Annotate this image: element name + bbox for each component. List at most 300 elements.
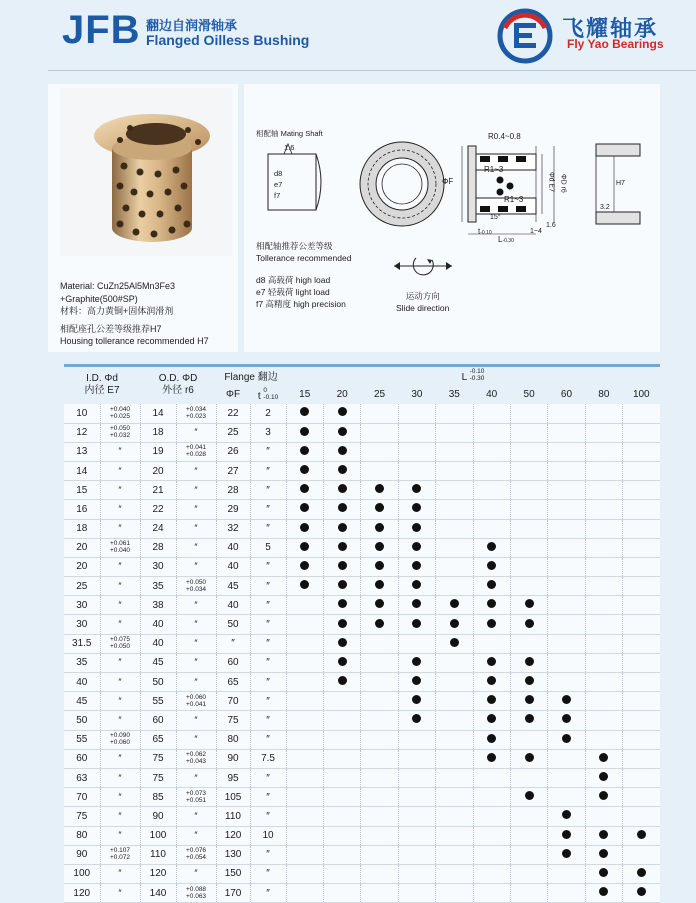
flange-thickness: ″ [250, 653, 286, 672]
length-cell-50 [510, 673, 547, 692]
length-cell-50 [510, 884, 547, 903]
length-cell-80 [585, 423, 622, 442]
length-cell-80 [585, 461, 622, 480]
length-cell-100 [623, 749, 660, 768]
length-cell-30 [398, 615, 435, 634]
id-tolerance [100, 404, 140, 423]
length-cell-35 [436, 615, 473, 634]
od-value: 50 [140, 673, 176, 692]
id-tolerance-value: ″ [118, 580, 122, 591]
length-cell-50 [510, 749, 547, 768]
length-cell-50 [510, 500, 547, 519]
length-cell-30 [398, 519, 435, 538]
length-cell-30 [398, 788, 435, 807]
available-dot [338, 503, 347, 512]
length-cell-50 [510, 481, 547, 500]
id-tolerance [100, 596, 140, 615]
dim-r-inner: R1~3 [484, 165, 504, 174]
id-value: 31.5 [72, 638, 92, 650]
id-value: 25 [76, 580, 88, 592]
length-60: 60 [548, 385, 585, 404]
material-line-3: 材料：高力黄铜+固体润滑剂 [60, 306, 174, 316]
length-cell-35 [436, 826, 473, 845]
available-dot [338, 638, 347, 647]
length-cell-35 [436, 884, 473, 903]
length-cell-30 [398, 596, 435, 615]
brand-logo [497, 8, 553, 64]
length-cell-60 [548, 768, 585, 787]
length-cell-35 [436, 711, 473, 730]
length-cell-80 [585, 884, 622, 903]
od-value: 45 [140, 653, 176, 672]
od-tolerance [176, 461, 216, 480]
od-value: 18 [140, 423, 176, 442]
header-id [64, 366, 140, 404]
available-dot [487, 714, 496, 723]
flange-thickness: ″ [250, 884, 286, 903]
od-tolerance-value: ″ [194, 638, 198, 649]
fit-f7: f7 [274, 191, 281, 200]
length-cell-20 [323, 538, 360, 557]
flange-diameter: 105 [216, 788, 250, 807]
flange-diameter: 40 [216, 538, 250, 557]
length-cell-60 [548, 442, 585, 461]
product-code: JFB [62, 8, 141, 52]
od-tolerance [176, 557, 216, 576]
available-dot [525, 599, 534, 608]
length-cell-100 [623, 519, 660, 538]
housing-tol-cn: 相配座孔公差等级推荐H7 [60, 323, 162, 334]
length-cell-30 [398, 634, 435, 653]
id-tolerance-value: ″ [118, 599, 122, 610]
table-row [64, 615, 660, 634]
od-value: 21 [140, 481, 176, 500]
id-tolerance [100, 538, 140, 557]
length-cell-40 [473, 692, 510, 711]
od-value: 20 [140, 461, 176, 480]
available-dot [412, 484, 421, 493]
id-value: 30 [76, 599, 88, 611]
length-cell-25 [361, 442, 398, 461]
available-dot [487, 580, 496, 589]
length-cell-30 [398, 481, 435, 500]
length-cell-40 [473, 730, 510, 749]
id-value: 70 [76, 791, 88, 803]
flange-diameter: 130 [216, 845, 250, 864]
length-cell-60 [548, 653, 585, 672]
length-cell-20 [323, 826, 360, 845]
length-cell-80 [585, 826, 622, 845]
length-cell-30 [398, 730, 435, 749]
table-row [64, 884, 660, 903]
header-flange: Flange 翻边 [216, 366, 286, 385]
length-cell-25 [361, 730, 398, 749]
od-tolerance [176, 692, 216, 711]
length-cell-25 [361, 557, 398, 576]
id-value: 90 [76, 849, 88, 861]
id-tolerance-value: +0.061 +0.040 [109, 540, 131, 555]
id-tolerance [100, 864, 140, 883]
od-value: 22 [140, 500, 176, 519]
id-tolerance [100, 442, 140, 461]
available-dot [562, 849, 571, 858]
brand-name-cn: 飞耀轴承 [562, 16, 659, 41]
length-cell-80 [585, 577, 622, 596]
length-cell-25 [361, 864, 398, 883]
table-row [64, 404, 660, 423]
id-tolerance-value: ″ [118, 868, 122, 879]
length-cell-20 [323, 845, 360, 864]
length-cell-100 [623, 826, 660, 845]
flange-diameter: 80 [216, 730, 250, 749]
length-cell-60 [548, 711, 585, 730]
id-tolerance [100, 577, 140, 596]
length-cell-50 [510, 807, 547, 826]
od-tolerance [176, 788, 216, 807]
bushing-photo [60, 88, 232, 256]
length-cell-35 [436, 557, 473, 576]
id-tolerance [100, 519, 140, 538]
length-cell-60 [548, 634, 585, 653]
material-line-2: +Graphite(500#SP) [60, 293, 138, 304]
id-tolerance-value: ″ [118, 561, 122, 572]
available-dot [338, 427, 347, 436]
flange-thickness: 2 [250, 404, 286, 423]
dim-L2: 1~4 [530, 228, 542, 235]
flange-diameter: 45 [216, 577, 250, 596]
length-cell-35 [436, 404, 473, 423]
length-cell-30 [398, 692, 435, 711]
available-dot [300, 523, 309, 532]
od-tolerance-value: ″ [194, 619, 198, 630]
available-dot [412, 580, 421, 589]
id-tolerance-value: ″ [118, 465, 122, 476]
length-cell-100 [623, 481, 660, 500]
length-cell-100 [623, 673, 660, 692]
length-cell-30 [398, 404, 435, 423]
length-cell-30 [398, 442, 435, 461]
available-dot [300, 580, 309, 589]
length-cell-50 [510, 596, 547, 615]
drawing-panel [244, 84, 660, 352]
length-cell-60 [548, 519, 585, 538]
id-value: 15 [76, 484, 88, 496]
flange-diameter: 22 [216, 404, 250, 423]
length-cell-50 [510, 557, 547, 576]
dim-r-top: R0.4~0.8 [488, 132, 521, 141]
table-row [64, 557, 660, 576]
od-tolerance [176, 423, 216, 442]
length-cell-20 [323, 442, 360, 461]
length-cell-50 [510, 442, 547, 461]
length-cell-50 [510, 538, 547, 557]
length-cell-80 [585, 711, 622, 730]
length-cell-25 [361, 634, 398, 653]
available-dot [300, 542, 309, 551]
length-cell-20 [323, 768, 360, 787]
length-cell-80 [585, 673, 622, 692]
length-cell-40 [473, 788, 510, 807]
od-tolerance-value: ″ [194, 734, 198, 745]
od-tolerance [176, 634, 216, 653]
available-dot [375, 580, 384, 589]
dim-chamfer2: 3.2 [600, 204, 610, 211]
length-cell-40 [473, 404, 510, 423]
length-cell-50 [510, 615, 547, 634]
length-cell-40 [473, 673, 510, 692]
header-t [250, 385, 286, 404]
length-cell-35 [436, 500, 473, 519]
dim-phid: Φd E7 [547, 172, 555, 192]
length-cell-40 [473, 826, 510, 845]
od-value: 35 [140, 577, 176, 596]
length-cell-35 [436, 481, 473, 500]
length-cell-100 [623, 768, 660, 787]
available-dot [487, 676, 496, 685]
length-cell-25 [361, 768, 398, 787]
available-dot [412, 657, 421, 666]
length-cell-30 [398, 711, 435, 730]
header-id-en: I.D. Φd [86, 373, 118, 385]
length-cell-15 [286, 711, 323, 730]
length-cell-35 [436, 749, 473, 768]
available-dot [300, 427, 309, 436]
available-dot [599, 887, 608, 896]
length-cell-100 [623, 461, 660, 480]
table-row [64, 461, 660, 480]
flange-thickness: ″ [250, 864, 286, 883]
length-cell-35 [436, 768, 473, 787]
id-tolerance [100, 557, 140, 576]
length-30: 30 [398, 385, 435, 404]
table-row [64, 538, 660, 557]
id-value: 13 [76, 446, 88, 458]
flange-thickness: ″ [250, 500, 286, 519]
od-tolerance-value: ″ [194, 830, 198, 841]
length-cell-30 [398, 577, 435, 596]
od-tolerance [176, 749, 216, 768]
flange-diameter: 40 [216, 557, 250, 576]
length-cell-50 [510, 404, 547, 423]
table-row [64, 423, 660, 442]
length-cell-50 [510, 864, 547, 883]
id-value: 18 [76, 523, 88, 535]
flange-thickness: ″ [250, 634, 286, 653]
od-tolerance-value: ″ [194, 561, 198, 572]
available-dot [599, 849, 608, 858]
flange-thickness: 10 [250, 826, 286, 845]
od-tolerance-value: ″ [194, 523, 198, 534]
length-cell-15 [286, 500, 323, 519]
id-tolerance [100, 692, 140, 711]
length-cell-80 [585, 557, 622, 576]
available-dot [637, 868, 646, 877]
available-dot [599, 868, 608, 877]
length-cell-80 [585, 404, 622, 423]
length-cell-20 [323, 596, 360, 615]
slide-en: Slide direction [396, 303, 450, 313]
od-tolerance-value: +0.050 +0.034 [185, 578, 207, 593]
table-row [64, 596, 660, 615]
available-dot [562, 734, 571, 743]
length-cell-60 [548, 500, 585, 519]
length-cell-35 [436, 788, 473, 807]
length-cell-20 [323, 519, 360, 538]
length-cell-40 [473, 711, 510, 730]
length-cell-25 [361, 711, 398, 730]
mating-shaft-en: Mating Shaft [280, 129, 323, 138]
length-cell-40 [473, 884, 510, 903]
available-dot [300, 484, 309, 493]
od-value: 110 [140, 845, 176, 864]
length-cell-35 [436, 596, 473, 615]
available-dot [525, 657, 534, 666]
length-cell-35 [436, 730, 473, 749]
flange-thickness: ″ [250, 730, 286, 749]
length-cell-20 [323, 864, 360, 883]
od-tolerance [176, 673, 216, 692]
length-cell-100 [623, 500, 660, 519]
length-cell-25 [361, 788, 398, 807]
od-tolerance-value: ″ [194, 599, 198, 610]
flange-diameter: 27 [216, 461, 250, 480]
id-value: 16 [76, 503, 88, 515]
length-cell-80 [585, 481, 622, 500]
id-value: 120 [73, 887, 91, 899]
length-cell-15 [286, 884, 323, 903]
length-35: 35 [436, 385, 473, 404]
od-tolerance [176, 442, 216, 461]
length-cell-40 [473, 461, 510, 480]
length-20: 20 [323, 385, 360, 404]
table-row [64, 500, 660, 519]
flange-diameter: 60 [216, 653, 250, 672]
available-dot [338, 599, 347, 608]
flange-diameter: 75 [216, 711, 250, 730]
header-L-tol: -0.10 -0.30 [469, 368, 485, 383]
length-cell-25 [361, 481, 398, 500]
od-value: 55 [140, 692, 176, 711]
available-dot [338, 523, 347, 532]
available-dot [562, 830, 571, 839]
available-dot [375, 542, 384, 551]
length-cell-40 [473, 807, 510, 826]
fit-labels [274, 168, 282, 201]
id-tolerance-value: ″ [118, 446, 122, 457]
available-dot [338, 465, 347, 474]
flange-thickness: ″ [250, 596, 286, 615]
table-row [64, 577, 660, 596]
od-tolerance [176, 481, 216, 500]
id-tolerance-value: ″ [118, 714, 122, 725]
length-cell-20 [323, 423, 360, 442]
length-cell-15 [286, 864, 323, 883]
flange-diameter: 28 [216, 481, 250, 500]
dim-t-tol: -0.10 [480, 230, 492, 236]
od-value: 75 [140, 749, 176, 768]
length-cell-35 [436, 864, 473, 883]
mating-shaft-label [256, 128, 323, 141]
length-cell-50 [510, 768, 547, 787]
length-cell-20 [323, 749, 360, 768]
id-value: 60 [76, 753, 88, 765]
od-value: 38 [140, 596, 176, 615]
length-cell-80 [585, 634, 622, 653]
id-tolerance-value: ″ [118, 810, 122, 821]
id-tolerance [100, 884, 140, 903]
length-cell-30 [398, 461, 435, 480]
length-cell-25 [361, 826, 398, 845]
available-dot [338, 580, 347, 589]
header-t-tol: 0 -0.10 [263, 386, 279, 401]
id-value: 14 [76, 465, 88, 477]
available-dot [450, 599, 459, 608]
length-cell-25 [361, 500, 398, 519]
length-cell-15 [286, 461, 323, 480]
id-tolerance [100, 461, 140, 480]
available-dot [412, 503, 421, 512]
od-tolerance-value: ″ [194, 868, 198, 879]
available-dot [525, 714, 534, 723]
header-phiF: ΦF [216, 385, 250, 404]
table-body [64, 404, 660, 903]
available-dot [637, 887, 646, 896]
flange-diameter: 170 [216, 884, 250, 903]
length-cell-25 [361, 653, 398, 672]
length-cell-30 [398, 557, 435, 576]
od-tolerance-value: +0.088 +0.063 [185, 885, 207, 900]
length-cell-15 [286, 423, 323, 442]
flange-thickness: ″ [250, 519, 286, 538]
length-cell-15 [286, 404, 323, 423]
length-cell-15 [286, 634, 323, 653]
table-row [64, 634, 660, 653]
length-cell-50 [510, 845, 547, 864]
available-dot [300, 561, 309, 570]
length-cell-40 [473, 423, 510, 442]
available-dot [599, 772, 608, 781]
od-tolerance-value: +0.062 +0.043 [185, 751, 207, 766]
length-cell-100 [623, 692, 660, 711]
fit-d8: d8 [274, 169, 283, 178]
length-cell-15 [286, 577, 323, 596]
length-cell-60 [548, 788, 585, 807]
page-header [0, 0, 696, 72]
available-dot [562, 695, 571, 704]
length-cell-15 [286, 692, 323, 711]
flange-thickness: ″ [250, 807, 286, 826]
table-row [64, 481, 660, 500]
length-cell-15 [286, 615, 323, 634]
id-tolerance [100, 653, 140, 672]
od-value: 65 [140, 730, 176, 749]
length-cell-100 [623, 538, 660, 557]
length-cell-40 [473, 749, 510, 768]
length-cell-50 [510, 577, 547, 596]
id-value: 20 [76, 542, 88, 554]
length-cell-100 [623, 404, 660, 423]
slide-direction [396, 290, 449, 314]
length-cell-60 [548, 481, 585, 500]
available-dot [375, 523, 384, 532]
od-tolerance-value: ″ [194, 676, 198, 687]
material-line-1: Material: CuZn25Al5Mn3Fe3 [60, 281, 176, 291]
flange-thickness: 3 [250, 423, 286, 442]
table-row [64, 768, 660, 787]
length-cell-100 [623, 615, 660, 634]
header-t-symbol: t [257, 390, 261, 402]
table-row [64, 826, 660, 845]
